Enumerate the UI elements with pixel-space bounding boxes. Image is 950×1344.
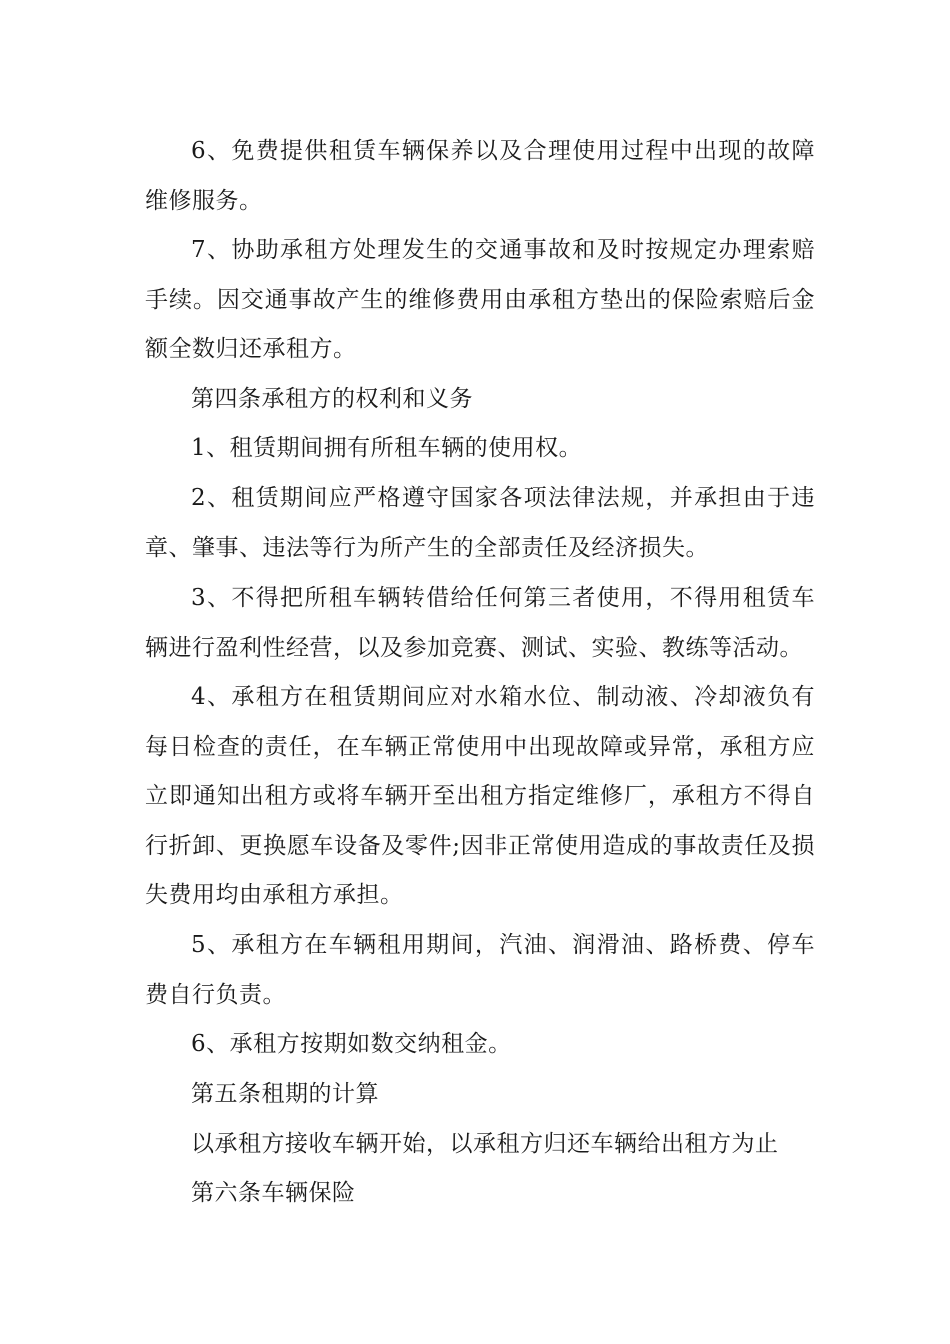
section-heading-article-5: 第五条租期的计算 (191, 1081, 379, 1107)
paragraph-lessee-duty-6: 6、承租方按期如数交纳租金。 (191, 1031, 512, 1057)
paragraph-lessee-duty-5: 5、承租方在车辆租用期间，汽油、润滑油、路桥费、停车费自行负责。 (145, 932, 815, 1008)
paragraph-lessee-duty-1: 1、租赁期间拥有所租车辆的使用权。 (191, 435, 583, 461)
section-heading-article-4: 第四条承租方的权利和义务 (191, 386, 473, 412)
paragraph-lessee-duty-2: 2、租赁期间应严格遵守国家各项法律法规，并承担由于违章、肇事、违法等行为所产生的全部责任及经济损失。 (145, 485, 815, 561)
paragraph-lessor-duty-6: 6、免费提供租赁车辆保养以及合理使用过程中出现的故障维修服务。 (145, 138, 815, 214)
paragraph-lessee-duty-4: 4、承租方在租赁期间应对水箱水位、制动液、冷却液负有每日检查的责任，在车辆正常使用中出现故障或异常，承租方应立即通知出租方或将车辆开至出租方指定维修厂，承租方不得自行折卸、更换愿车设备及零件;因非正常使用造成的事故责任及损失费用均由承租方承担。 (145, 684, 815, 908)
paragraph-lease-term: 以承租方接收车辆开始，以承租方归还车辆给出租方为止 (191, 1131, 779, 1157)
paragraph-lessor-duty-7: 7、协助承租方处理发生的交通事故和及时按规定办理索赔手续。因交通事故产生的维修费用由承租方垫出的保险索赔后金额全数归还承租方。 (145, 237, 815, 362)
paragraph-lessee-duty-3: 3、不得把所租车辆转借给任何第三者使用，不得用租赁车辆进行盈利性经营，以及参加竞赛、测试、实验、教练等活动。 (145, 585, 815, 661)
section-heading-article-6: 第六条车辆保险 (191, 1180, 356, 1206)
